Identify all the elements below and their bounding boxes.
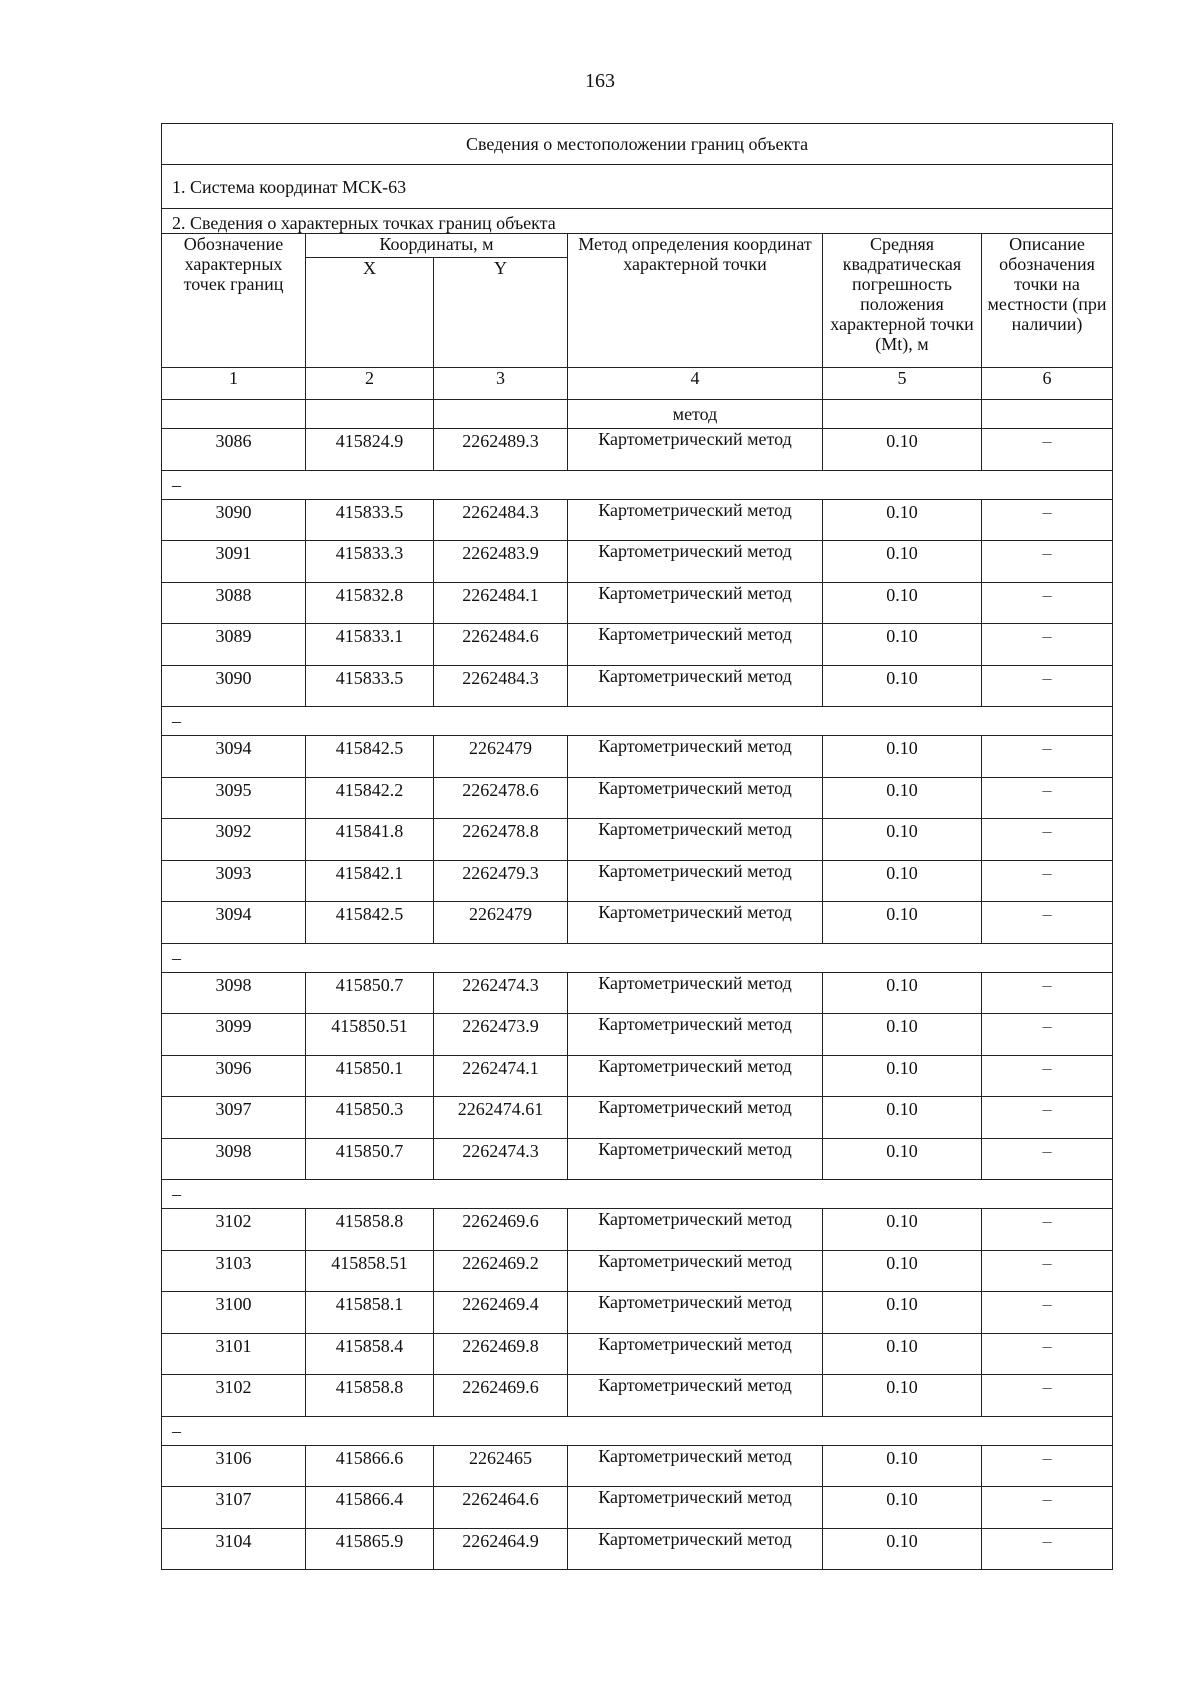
point-id: 3100	[162, 1292, 306, 1334]
coord-x: 415858.8	[306, 1375, 434, 1417]
page-number: 163	[585, 70, 615, 92]
empty-cell	[162, 400, 306, 429]
table-row	[162, 1138, 1113, 1180]
method: Картометрический метод	[568, 819, 823, 861]
table-row	[162, 1055, 1113, 1097]
coord-y: 2262484.6	[434, 624, 568, 666]
coord-x: 415824.9	[306, 429, 434, 471]
contour-separator-row	[162, 943, 1113, 972]
method: Картометрический метод	[568, 665, 823, 707]
coord-y: 2262484.1	[434, 582, 568, 624]
mean-error: 0.10	[823, 582, 982, 624]
empty-cell	[306, 400, 434, 429]
coord-y: 2262479.3	[434, 860, 568, 902]
table-row	[162, 1014, 1113, 1056]
coord-x: 415841.8	[306, 819, 434, 861]
table-row	[162, 819, 1113, 861]
coord-x: 415858.8	[306, 1209, 434, 1251]
point-id: 3102	[162, 1375, 306, 1417]
coord-y: 2262469.4	[434, 1292, 568, 1334]
point-id: 3097	[162, 1097, 306, 1139]
method: Картометрический метод	[568, 499, 823, 541]
header-method: Метод определения координат характерной точки	[568, 234, 823, 368]
coord-x: 415850.1	[306, 1055, 434, 1097]
method: Картометрический метод	[568, 902, 823, 944]
point-description: –	[982, 499, 1113, 541]
table-row	[162, 972, 1113, 1014]
contour-separator: –	[162, 943, 1113, 972]
mean-error: 0.10	[823, 1097, 982, 1139]
table-row	[162, 1209, 1113, 1251]
column-number: 6	[982, 368, 1113, 400]
contour-separator: –	[162, 707, 1113, 736]
point-id: 3090	[162, 499, 306, 541]
table-row	[162, 624, 1113, 666]
column-number: 2	[306, 368, 434, 400]
point-id: 3093	[162, 860, 306, 902]
point-id: 3094	[162, 736, 306, 778]
point-description: –	[982, 1487, 1113, 1529]
coord-x: 415850.7	[306, 1138, 434, 1180]
point-description: –	[982, 1375, 1113, 1417]
point-id: 3086	[162, 429, 306, 471]
coord-x: 415842.5	[306, 736, 434, 778]
mean-error: 0.10	[823, 860, 982, 902]
mean-error: 0.10	[823, 777, 982, 819]
header-point-designation: Обозначение характерных точек границ	[162, 234, 306, 368]
point-description: –	[982, 1445, 1113, 1487]
mean-error: 0.10	[823, 1209, 982, 1251]
coord-y: 2262469.6	[434, 1375, 568, 1417]
point-description: –	[982, 1097, 1113, 1139]
contour-separator: –	[162, 1416, 1113, 1445]
contour-separator-row	[162, 1416, 1113, 1445]
point-id: 3102	[162, 1209, 306, 1251]
coord-y: 2262484.3	[434, 665, 568, 707]
header-description: Описание обозначения точки на местности (при наличии)	[982, 234, 1113, 368]
point-id: 3099	[162, 1014, 306, 1056]
method: Картометрический метод	[568, 582, 823, 624]
point-description: –	[982, 1333, 1113, 1375]
coord-x: 415866.4	[306, 1487, 434, 1529]
method: Картометрический метод	[568, 1014, 823, 1056]
point-description: –	[982, 624, 1113, 666]
mean-error: 0.10	[823, 1528, 982, 1570]
table-row	[162, 902, 1113, 944]
point-id: 3089	[162, 624, 306, 666]
coord-x: 415842.1	[306, 860, 434, 902]
continuation-method: метод	[568, 400, 823, 429]
mean-error: 0.10	[823, 1333, 982, 1375]
coord-x: 415833.1	[306, 624, 434, 666]
point-id: 3104	[162, 1528, 306, 1570]
method: Картометрический метод	[568, 624, 823, 666]
mean-error: 0.10	[823, 624, 982, 666]
point-id: 3088	[162, 582, 306, 624]
coord-x: 415850.3	[306, 1097, 434, 1139]
method: Картометрический метод	[568, 1292, 823, 1334]
coord-y: 2262469.6	[434, 1209, 568, 1251]
method: Картометрический метод	[568, 1138, 823, 1180]
table-row	[162, 736, 1113, 778]
mean-error: 0.10	[823, 665, 982, 707]
point-id: 3107	[162, 1487, 306, 1529]
mean-error: 0.10	[823, 819, 982, 861]
point-id: 3098	[162, 1138, 306, 1180]
mean-error: 0.10	[823, 1375, 982, 1417]
mean-error: 0.10	[823, 1250, 982, 1292]
boundary-coordinates-table	[161, 123, 1113, 1570]
coord-x: 415850.7	[306, 972, 434, 1014]
point-description: –	[982, 1055, 1113, 1097]
method: Картометрический метод	[568, 1250, 823, 1292]
point-description: –	[982, 429, 1113, 471]
coord-y: 2262489.3	[434, 429, 568, 471]
coord-x: 415842.5	[306, 902, 434, 944]
point-description: –	[982, 541, 1113, 583]
coord-x: 415833.3	[306, 541, 434, 583]
point-description: –	[982, 1014, 1113, 1056]
coord-y: 2262464.9	[434, 1528, 568, 1570]
table-row	[162, 1333, 1113, 1375]
column-number: 5	[823, 368, 982, 400]
table-row	[162, 429, 1113, 471]
table-row	[162, 1292, 1113, 1334]
table-row	[162, 777, 1113, 819]
method: Картометрический метод	[568, 972, 823, 1014]
column-number: 3	[434, 368, 568, 400]
mean-error: 0.10	[823, 736, 982, 778]
method: Картометрический метод	[568, 1055, 823, 1097]
table-row	[162, 541, 1113, 583]
coord-y: 2262469.8	[434, 1333, 568, 1375]
empty-cell	[823, 400, 982, 429]
point-id: 3106	[162, 1445, 306, 1487]
empty-cell	[434, 400, 568, 429]
method: Картометрический метод	[568, 541, 823, 583]
point-description: –	[982, 972, 1113, 1014]
point-id: 3090	[162, 665, 306, 707]
coord-y: 2262465	[434, 1445, 568, 1487]
table-row	[162, 1250, 1113, 1292]
table-row	[162, 1375, 1113, 1417]
mean-error: 0.10	[823, 1292, 982, 1334]
mean-error: 0.10	[823, 972, 982, 1014]
table-row	[162, 1445, 1113, 1487]
method: Картометрический метод	[568, 1209, 823, 1251]
coord-y: 2262474.1	[434, 1055, 568, 1097]
method: Картометрический метод	[568, 1487, 823, 1529]
point-description: –	[982, 860, 1113, 902]
point-description: –	[982, 1209, 1113, 1251]
method: Картометрический метод	[568, 777, 823, 819]
coord-y: 2262469.2	[434, 1250, 568, 1292]
contour-separator-row	[162, 470, 1113, 499]
mean-error: 0.10	[823, 1138, 982, 1180]
mean-error: 0.10	[823, 499, 982, 541]
point-id: 3092	[162, 819, 306, 861]
table-row	[162, 1097, 1113, 1139]
method: Картометрический метод	[568, 736, 823, 778]
point-description: –	[982, 736, 1113, 778]
coord-x: 415833.5	[306, 665, 434, 707]
point-id: 3098	[162, 972, 306, 1014]
table-row	[162, 860, 1113, 902]
coordinate-system: 1. Система координат МСК-63	[162, 165, 1113, 209]
point-description: –	[982, 1528, 1113, 1570]
coord-x: 415858.1	[306, 1292, 434, 1334]
method: Картометрический метод	[568, 1333, 823, 1375]
method: Картометрический метод	[568, 429, 823, 471]
contour-separator-row	[162, 1180, 1113, 1209]
coord-x: 415865.9	[306, 1528, 434, 1570]
mean-error: 0.10	[823, 1487, 982, 1529]
header-x: X	[306, 258, 434, 368]
coord-x: 415833.5	[306, 499, 434, 541]
column-number: 4	[568, 368, 823, 400]
point-description: –	[982, 777, 1113, 819]
coord-x: 415850.51	[306, 1014, 434, 1056]
mean-error: 0.10	[823, 1445, 982, 1487]
table-row	[162, 1528, 1113, 1570]
point-description: –	[982, 582, 1113, 624]
coord-x: 415842.2	[306, 777, 434, 819]
method: Картометрический метод	[568, 860, 823, 902]
table-row	[162, 499, 1113, 541]
coord-y: 2262474.3	[434, 972, 568, 1014]
contour-separator: –	[162, 470, 1113, 499]
point-id: 3103	[162, 1250, 306, 1292]
method: Картометрический метод	[568, 1097, 823, 1139]
point-description: –	[982, 902, 1113, 944]
coord-x: 415832.8	[306, 582, 434, 624]
point-description: –	[982, 665, 1113, 707]
table-row	[162, 582, 1113, 624]
point-description: –	[982, 1292, 1113, 1334]
mean-error: 0.10	[823, 1014, 982, 1056]
coord-x: 415858.4	[306, 1333, 434, 1375]
coord-y: 2262474.3	[434, 1138, 568, 1180]
coord-y: 2262474.61	[434, 1097, 568, 1139]
point-id: 3101	[162, 1333, 306, 1375]
column-number: 1	[162, 368, 306, 400]
coord-y: 2262464.6	[434, 1487, 568, 1529]
point-id: 3095	[162, 777, 306, 819]
method: Картометрический метод	[568, 1528, 823, 1570]
method: Картометрический метод	[568, 1375, 823, 1417]
coord-y: 2262484.3	[434, 499, 568, 541]
coord-y: 2262479	[434, 736, 568, 778]
contour-separator-row	[162, 707, 1113, 736]
coord-y: 2262479	[434, 902, 568, 944]
point-id: 3096	[162, 1055, 306, 1097]
point-description: –	[982, 1138, 1113, 1180]
points-title: 2. Сведения о характерных точках границ объекта	[162, 209, 1113, 234]
table-row	[162, 1487, 1113, 1529]
coord-x: 415858.51	[306, 1250, 434, 1292]
header-mean-error: Средняя квадратическая погрешность положения характерной точки (Мt), м	[823, 234, 982, 368]
table-row	[162, 665, 1113, 707]
method: Картометрический метод	[568, 1445, 823, 1487]
mean-error: 0.10	[823, 902, 982, 944]
mean-error: 0.10	[823, 429, 982, 471]
coord-y: 2262483.9	[434, 541, 568, 583]
point-id: 3091	[162, 541, 306, 583]
contour-separator: –	[162, 1180, 1113, 1209]
header-y: Y	[434, 258, 568, 368]
coord-y: 2262478.8	[434, 819, 568, 861]
point-description: –	[982, 819, 1113, 861]
coord-y: 2262473.9	[434, 1014, 568, 1056]
mean-error: 0.10	[823, 1055, 982, 1097]
point-description: –	[982, 1250, 1113, 1292]
coord-x: 415866.6	[306, 1445, 434, 1487]
header-coordinates: Координаты, м	[306, 234, 568, 258]
mean-error: 0.10	[823, 541, 982, 583]
coord-y: 2262478.6	[434, 777, 568, 819]
section-title: Сведения о местоположении границ объекта	[162, 124, 1113, 165]
point-id: 3094	[162, 902, 306, 944]
empty-cell	[982, 400, 1113, 429]
